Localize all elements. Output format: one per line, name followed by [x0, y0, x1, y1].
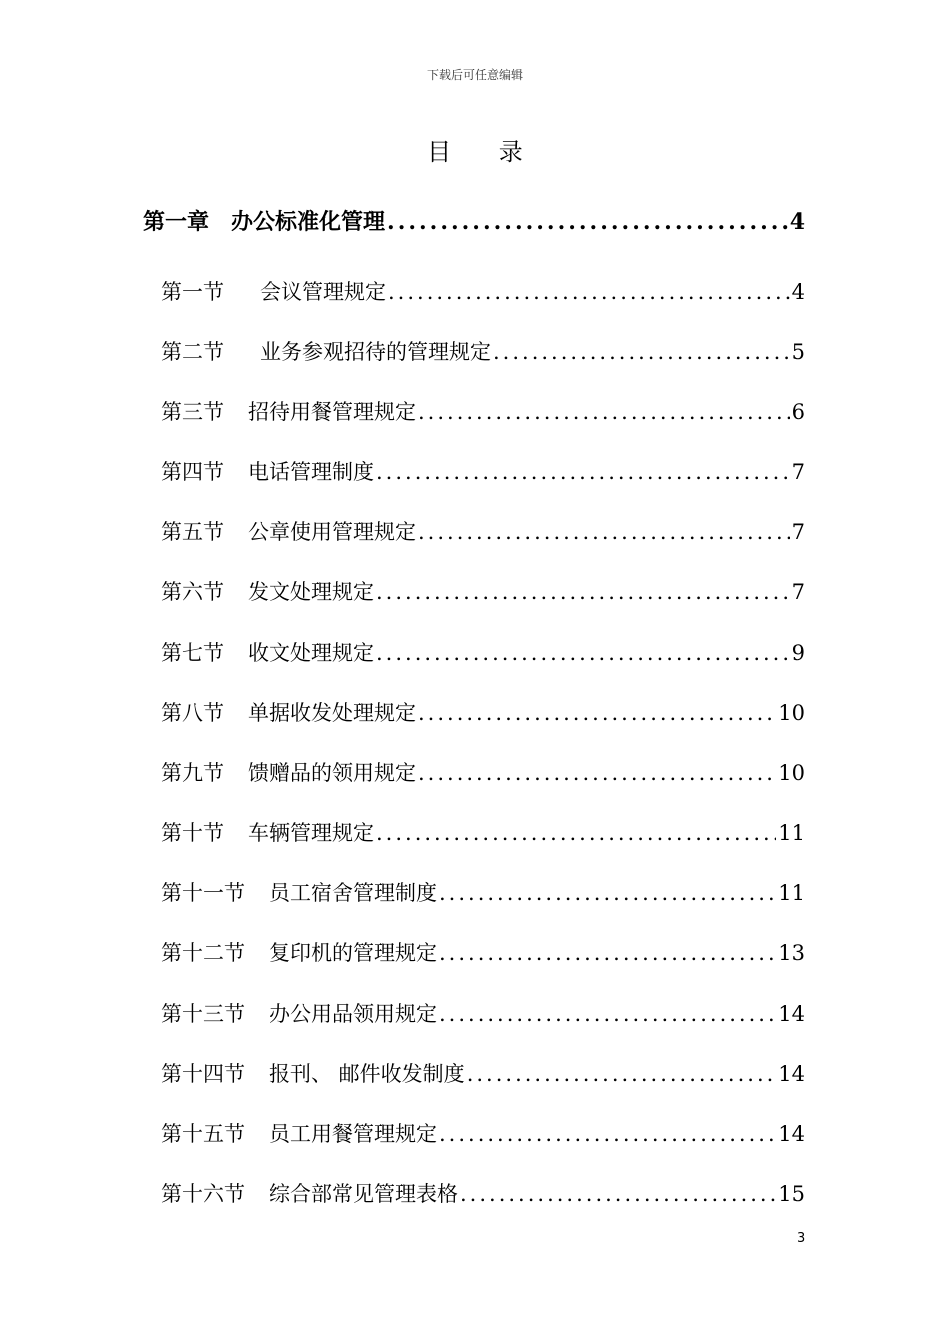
dot-leader [418, 400, 790, 424]
dot-leader [467, 1062, 777, 1086]
dot-leader [376, 460, 790, 484]
section-title: 发文处理规定 [248, 580, 374, 604]
section-page-number: 14 [778, 1002, 805, 1026]
dot-leader [439, 941, 776, 965]
toc-section-entry[interactable] [161, 276, 805, 306]
section-page-number: 9 [791, 641, 805, 665]
toc-section-entry[interactable] [161, 336, 805, 366]
toc-section-entry[interactable] [161, 396, 805, 426]
section-label: 第五节 [161, 520, 224, 544]
section-page-number: 5 [791, 340, 805, 364]
dot-leader [418, 761, 776, 785]
toc-section-entry[interactable] [161, 937, 805, 967]
chapter-title: 办公标准化管理 [231, 210, 386, 235]
dot-leader [418, 701, 776, 725]
dot-leader [376, 821, 776, 845]
toc-section-entry[interactable] [161, 757, 805, 787]
section-title: 单据收发处理规定 [248, 701, 416, 725]
section-page-number: 11 [778, 821, 805, 845]
toc-section-entry[interactable] [161, 576, 805, 606]
section-page-number: 6 [791, 400, 805, 424]
section-title: 公章使用管理规定 [248, 520, 416, 544]
dot-leader [387, 209, 788, 235]
section-label: 第十一节 [161, 881, 245, 905]
dot-leader [376, 641, 790, 665]
toc-section-entry[interactable] [161, 697, 805, 727]
section-page-number: 10 [778, 761, 805, 785]
dot-leader [388, 280, 790, 304]
page-number: 3 [797, 1231, 806, 1246]
section-label: 第十四节 [161, 1062, 245, 1086]
section-page-number: 4 [791, 280, 805, 304]
toc-title: 目 录 [427, 138, 543, 166]
section-title: 收文处理规定 [248, 641, 374, 665]
section-page-number: 7 [791, 460, 805, 484]
section-label: 第十二节 [161, 941, 245, 965]
section-label: 第六节 [161, 580, 224, 604]
chapter-label: 第一章 [143, 210, 210, 235]
toc-section-entry[interactable] [161, 1178, 805, 1208]
section-label: 第十五节 [161, 1122, 245, 1146]
dot-leader [439, 1122, 776, 1146]
dot-leader [418, 520, 790, 544]
toc-section-entry[interactable] [161, 998, 805, 1028]
section-title: 业务参观招待的管理规定 [260, 340, 491, 364]
section-page-number: 10 [778, 701, 805, 725]
dot-leader [439, 881, 776, 905]
section-title: 车辆管理规定 [248, 821, 374, 845]
toc-section-entry[interactable] [161, 456, 805, 486]
section-page-number: 14 [778, 1062, 805, 1086]
dot-leader [439, 1002, 776, 1026]
toc-section-entry[interactable] [161, 516, 805, 546]
section-page-number: 7 [791, 580, 805, 604]
section-page-number: 15 [778, 1182, 805, 1206]
section-label: 第一节 [161, 280, 224, 304]
section-label: 第八节 [161, 701, 224, 725]
section-title: 会议管理规定 [260, 280, 386, 304]
section-title: 报刊、 邮件收发制度 [269, 1062, 465, 1086]
section-label: 第四节 [161, 460, 224, 484]
section-title: 招待用餐管理规定 [248, 400, 416, 424]
dot-leader [460, 1182, 776, 1206]
section-title: 电话管理制度 [248, 460, 374, 484]
section-label: 第十节 [161, 821, 224, 845]
section-title: 员工宿舍管理制度 [269, 881, 437, 905]
toc-section-entry[interactable] [161, 637, 805, 667]
toc-section-entry[interactable] [161, 1058, 805, 1088]
toc-section-entry[interactable] [161, 817, 805, 847]
section-title: 复印机的管理规定 [269, 941, 437, 965]
page-header-note: 下载后可任意编辑 [426, 68, 523, 82]
section-label: 第十三节 [161, 1002, 245, 1026]
section-page-number: 7 [791, 520, 805, 544]
section-page-number: 13 [778, 941, 805, 965]
section-title: 馈赠品的领用规定 [248, 761, 416, 785]
section-title: 综合部常见管理表格 [269, 1182, 458, 1206]
section-page-number: 14 [778, 1122, 805, 1146]
section-label: 第三节 [161, 400, 224, 424]
section-label: 第九节 [161, 761, 224, 785]
chapter-page-number: 4 [789, 209, 805, 235]
dot-leader [376, 580, 790, 604]
toc-section-entry[interactable] [161, 877, 805, 907]
section-page-number: 11 [778, 881, 805, 905]
toc-section-entry[interactable] [161, 1118, 805, 1148]
section-label: 第七节 [161, 641, 224, 665]
toc-chapter-entry[interactable] [143, 205, 805, 236]
dot-leader [493, 340, 790, 364]
section-title: 办公用品领用规定 [269, 1002, 437, 1026]
section-label: 第二节 [161, 340, 224, 364]
section-title: 员工用餐管理规定 [269, 1122, 437, 1146]
section-label: 第十六节 [161, 1182, 245, 1206]
